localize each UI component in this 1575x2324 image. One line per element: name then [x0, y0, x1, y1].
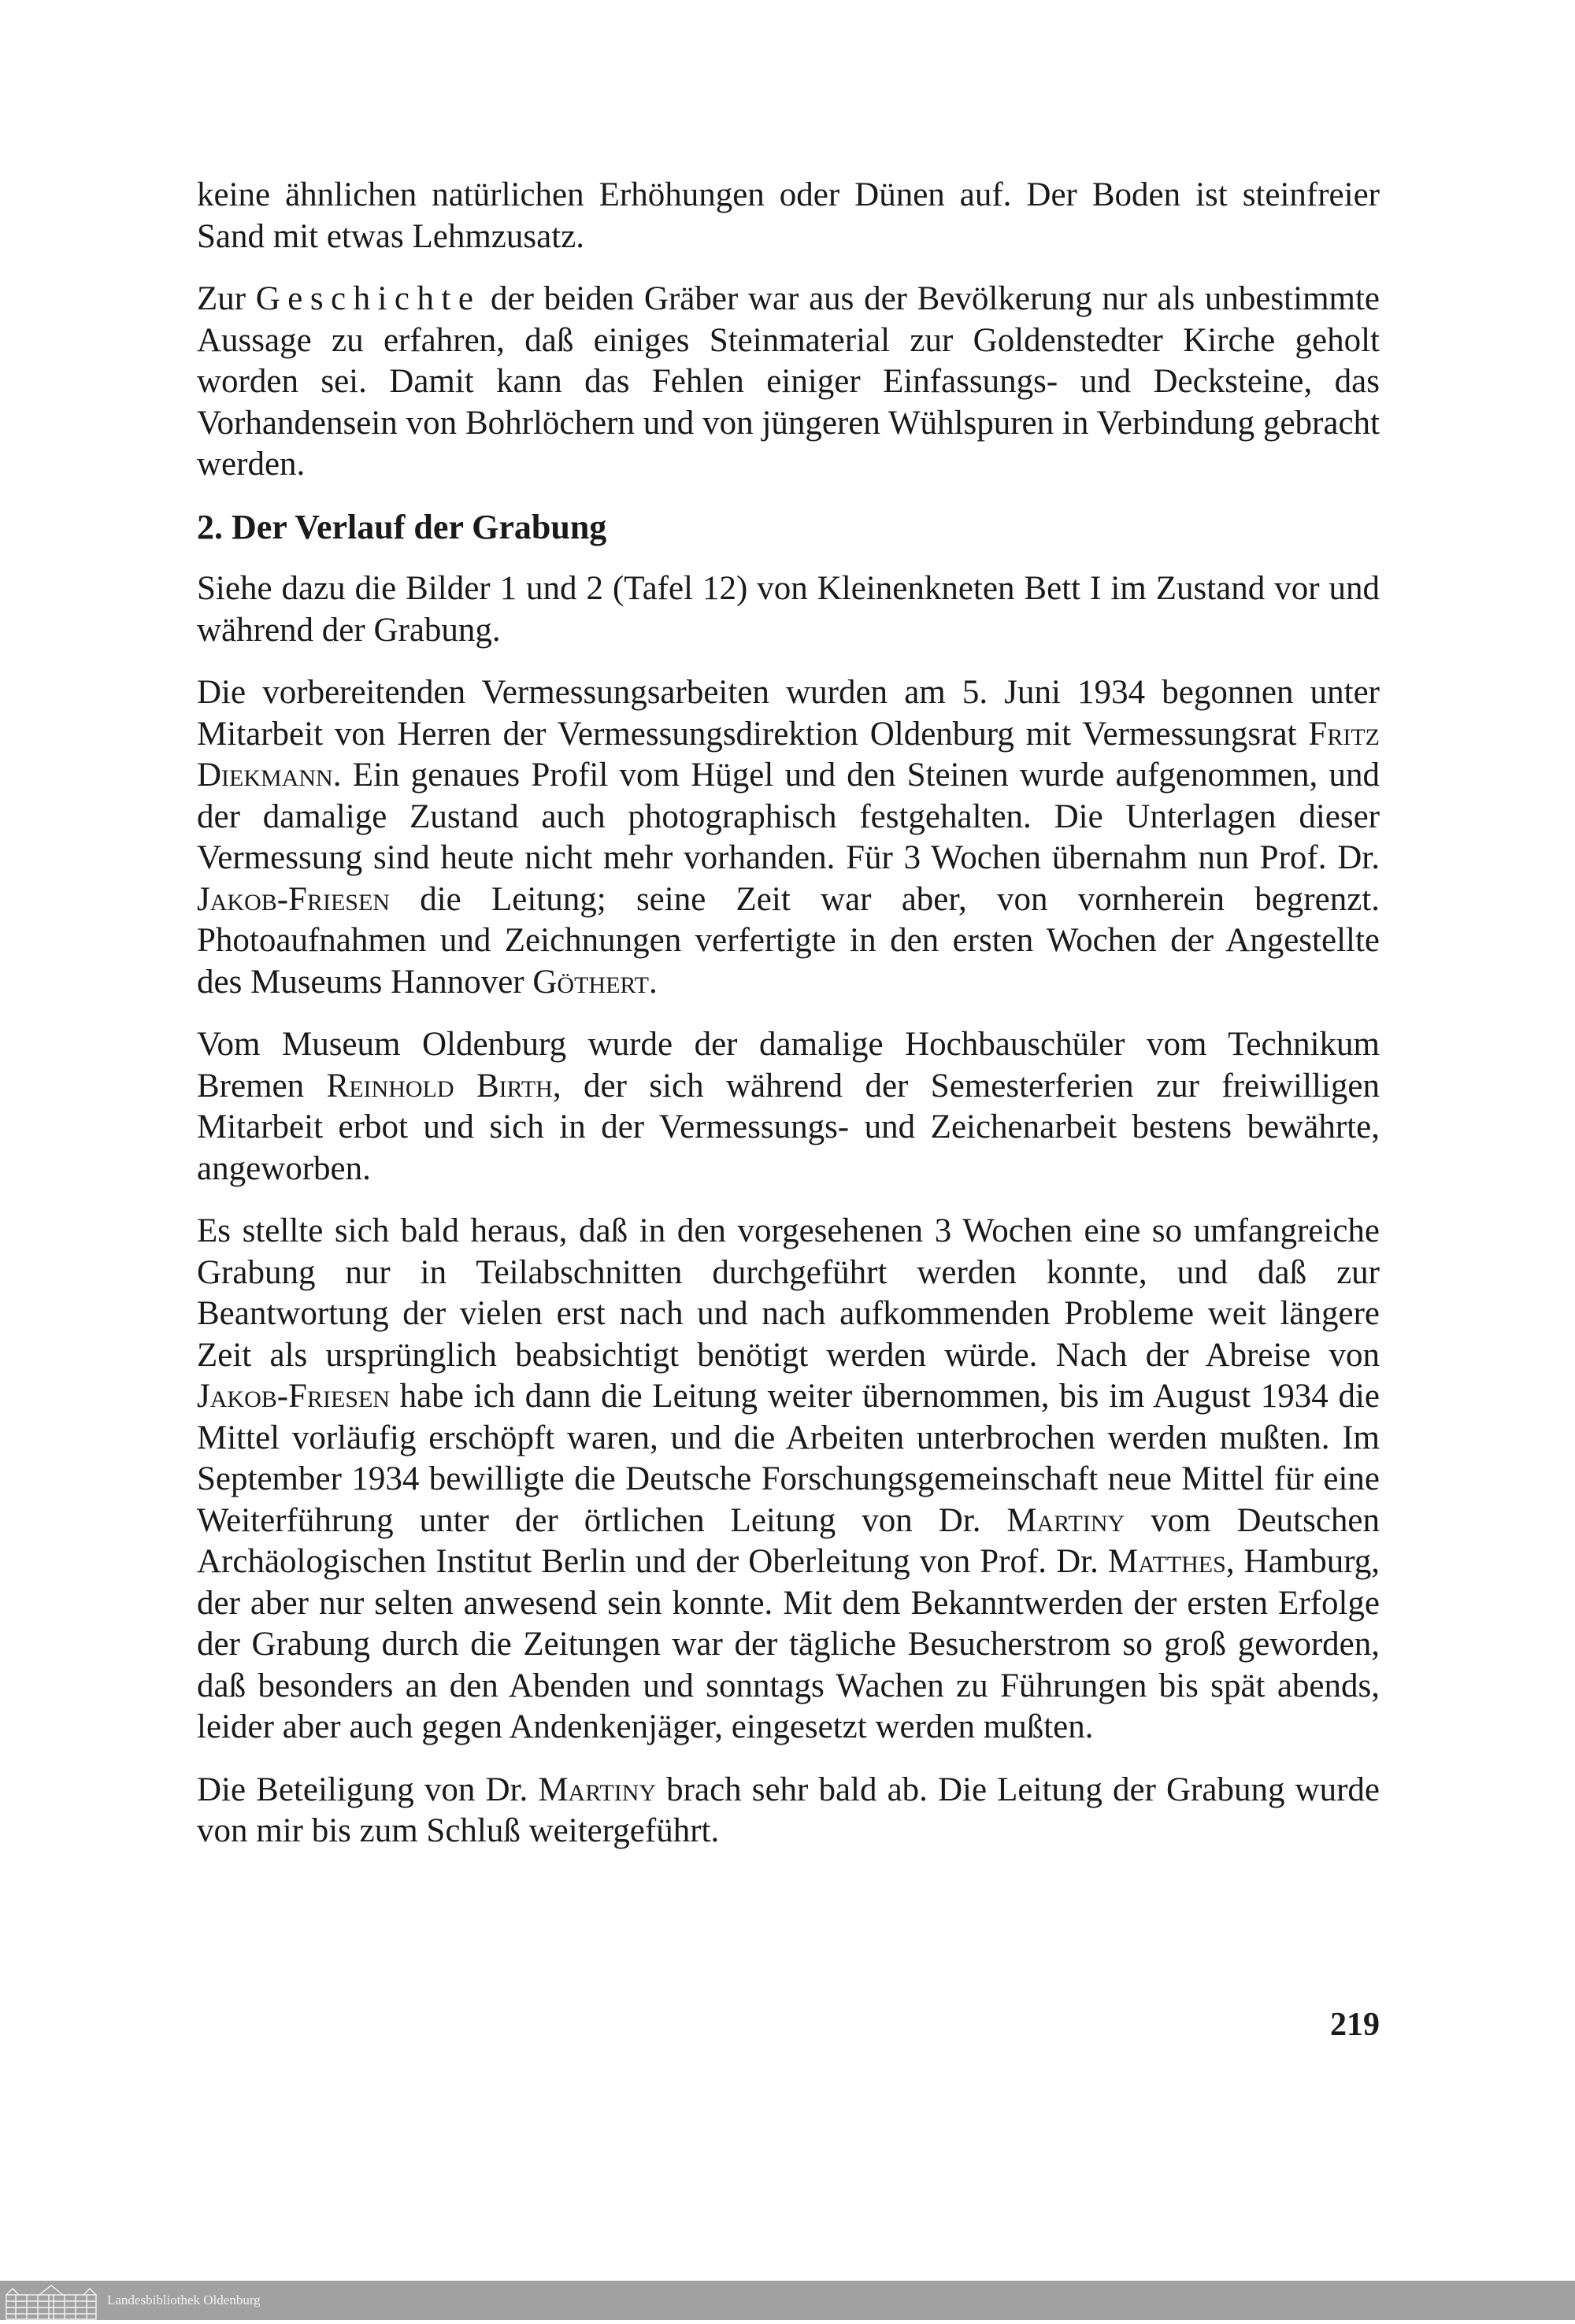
paragraph-2 — [197, 279, 1380, 486]
paragraph-4 — [197, 672, 1380, 1003]
paragraph-4-text-b: . Ein genaues Profil vom Hügel und den Steinen wurde aufgenommen, und der damalige Zustand auch photographisch festgehalten. Die Unterlagen dieser Vermessung sind heute nicht mehr vorhanden. Für 3 Wochen übernahm nun Prof. Dr. — [197, 757, 1380, 876]
person-name: Matthes — [1107, 1543, 1226, 1580]
paragraph-4-text-d: . — [648, 963, 658, 1001]
person-name: Jakob-Friesen — [197, 1378, 390, 1415]
paragraph-6 — [197, 1211, 1380, 1749]
person-name: Jakob-Friesen — [197, 880, 390, 918]
paragraph-4-text-a: Die vorbereitenden Vermessungsarbeiten wurden am 5. Juni 1934 begonnen unter Mitarbeit von Herren der Vermessungsdirektion Oldenburg mit Vermessungsrat — [197, 674, 1380, 753]
library-name: Landesbibliothek Oldenburg — [107, 2293, 261, 2307]
spaced-emphasis: Geschichte — [255, 280, 481, 317]
paragraph-5 — [197, 1024, 1380, 1190]
paragraph-2-text: der beiden Gräber war aus der Bevölkerung nur als unbestimmte Aussage zu erfahren, daß einiges Steinmaterial zur Goldenstedter Kirche geholt worden sei. Damit kann das Fehlen einiger Einfassungs- und Decksteine, das Vorhandensein von Bohrlöchern und von jüngeren Wühlspuren in Verbindung gebracht werden. — [197, 280, 1380, 483]
paragraph-6-text-a: Es stellte sich bald heraus, daß in den vorgesehenen 3 Wochen eine so umfangreiche Grabung nur in Teilabschnitten durchgeführt werden konnte, und daß zur Beantwortung der vielen erst nach und nach aufkommenden Probleme weit längere Zeit als ursprünglich beabsichtigt benötigt werden würde. Nach der Abreise von — [197, 1212, 1380, 1374]
paragraph-4-text-c: die Leitung; seine Zeit war aber, von vornherein begrenzt. Photoaufnahmen und Zeichnungen verfertigte in den ersten Wochen der Angestellte des Museums Hannover — [197, 880, 1380, 1001]
paragraph-3: Siehe dazu die Bilder 1 und 2 (Tafel 12) von Kleinenkneten Bett I im Zustand vor und während der Grabung. — [197, 570, 1380, 649]
paragraph-6-text-d: , Hamburg, der aber nur selten anwesend sein konnte. Mit dem Bekanntwerden der ersten Erfolge der Grabung durch die Zeitungen war der tägliche Besucherstrom so groß geworden, daß besonders an den Abenden und sonntags Wachen zu Führungen bis spät abends, leider aber auch gegen Andenkenjäger, eingesetzt werden mußten. — [197, 1543, 1380, 1745]
section-heading: 2. Der Verlauf der Grabung — [197, 507, 607, 546]
person-name: Martiny — [538, 1771, 657, 1808]
library-building-icon — [5, 2284, 98, 2320]
paragraph-5-text-b: , der sich während der Semesterferien zur freiwilligen Mitarbeit erbot und sich in der Vermessungs- und Zeichenarbeit bestens bewährte, angeworben. — [197, 1067, 1380, 1187]
paragraph-7-text-a: Die Beteiligung von Dr. — [197, 1771, 539, 1808]
paragraph-1: keine ähnlichen natürlichen Erhöhungen oder Dünen auf. Der Boden ist steinfreier Sand mit etwas Lehmzusatz. — [197, 176, 1380, 255]
footer-bar — [0, 2281, 1575, 2320]
paragraph-6-text-c: vom Deutschen Archäologischen Institut Berlin und der Oberleitung von Prof. Dr. — [197, 1501, 1380, 1580]
paragraph-7 — [197, 1770, 1380, 1852]
person-name: Fritz Diekmann — [197, 715, 1380, 794]
paragraph-6-text-b: habe ich dann die Leitung weiter übernommen, bis im August 1934 die Mittel vorläufig erschöpft waren, und die Arbeiten unterbrochen werden mußten. Im September 1934 bewilligte die Deutsche Forschungsgemeinschaft neue Mittel für eine Weiterführung unter der örtlichen Leitung von Dr. — [197, 1378, 1380, 1539]
paragraph-7-text-b: brach sehr bald ab. Die Leitung der Grabung wurde von mir bis zum Schluß weitergeführt. — [197, 1771, 1380, 1849]
paragraph-2-lead: Zur — [197, 280, 256, 317]
person-name: Göthert — [532, 963, 649, 1001]
paragraph-5-text-a: Vom Museum Oldenburg wurde der damalige Hochbauschüler vom Technikum Bremen — [197, 1026, 1380, 1105]
person-name: Reinhold Birth — [326, 1067, 553, 1105]
page-number: 219 — [1330, 2007, 1380, 2043]
person-name: Martiny — [1006, 1501, 1125, 1539]
page-body — [197, 175, 1380, 1874]
